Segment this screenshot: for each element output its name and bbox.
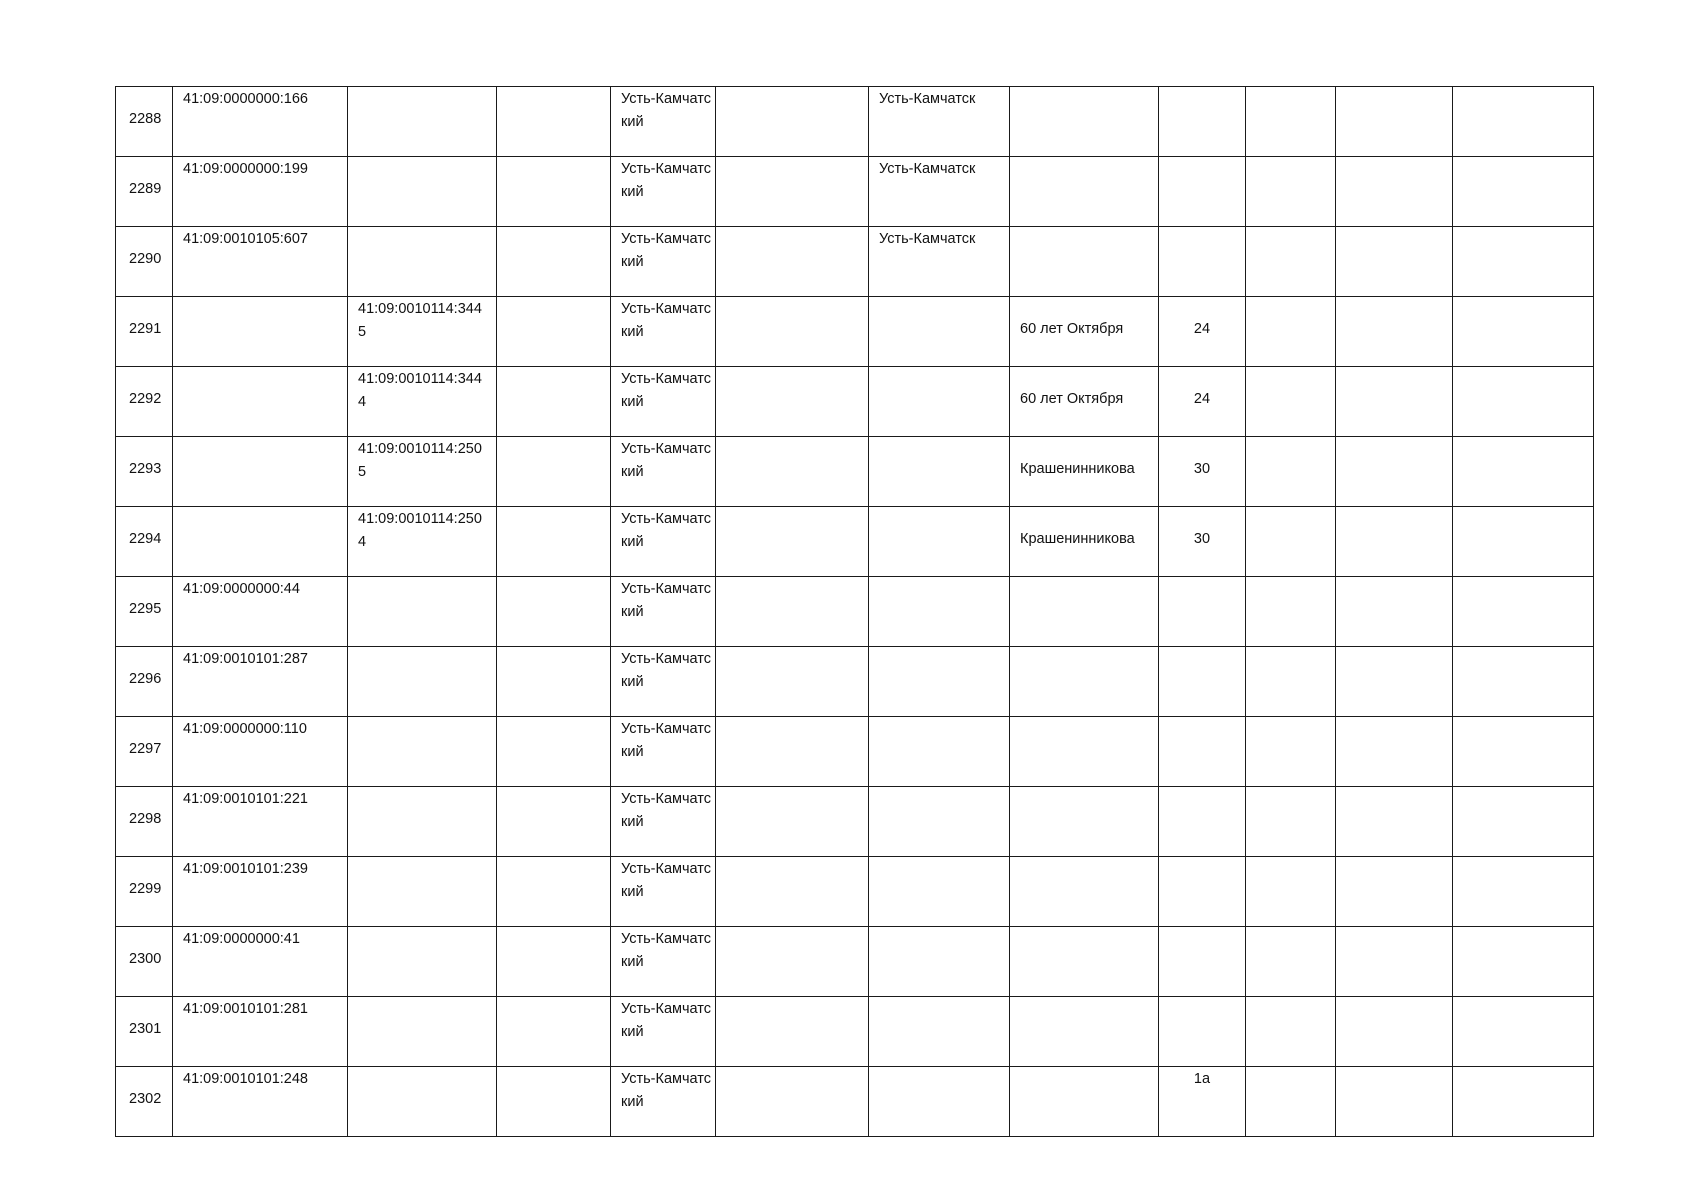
table-row bbox=[116, 227, 1594, 297]
object-cadastral-number-cell bbox=[348, 157, 497, 227]
empty-cell bbox=[1246, 647, 1336, 717]
empty-cell bbox=[716, 507, 869, 577]
row-number-cell: 2295 bbox=[116, 577, 173, 647]
row-number-cell: 2288 bbox=[116, 87, 173, 157]
empty-cell bbox=[716, 857, 869, 927]
empty-cell bbox=[497, 787, 611, 857]
table-body bbox=[116, 87, 1594, 1137]
empty-cell bbox=[497, 367, 611, 437]
object-cadastral-number-cell: 41:09:0010114:2504 bbox=[348, 507, 497, 577]
empty-cell bbox=[1246, 577, 1336, 647]
street-cell bbox=[1010, 927, 1159, 997]
empty-cell bbox=[497, 577, 611, 647]
cadastral-number-cell bbox=[173, 437, 348, 507]
empty-cell bbox=[716, 87, 869, 157]
empty-cell bbox=[1453, 857, 1594, 927]
settlement-cell: Усть-Камчатск bbox=[869, 227, 1010, 297]
object-cadastral-number-cell bbox=[348, 227, 497, 297]
empty-cell bbox=[1453, 297, 1594, 367]
empty-cell bbox=[497, 857, 611, 927]
table-row bbox=[116, 157, 1594, 227]
house-number-cell bbox=[1159, 157, 1246, 227]
empty-cell bbox=[1336, 997, 1453, 1067]
house-number-cell bbox=[1159, 717, 1246, 787]
empty-cell bbox=[497, 157, 611, 227]
empty-cell bbox=[1246, 997, 1336, 1067]
object-cadastral-number-cell bbox=[348, 787, 497, 857]
object-cadastral-number-cell: 41:09:0010114:2505 bbox=[348, 437, 497, 507]
street-cell bbox=[1010, 157, 1159, 227]
empty-cell bbox=[497, 437, 611, 507]
district-cell: Усть-Камчатский bbox=[611, 87, 716, 157]
cadastral-number-cell: 41:09:0000000:44 bbox=[173, 577, 348, 647]
table-row bbox=[116, 367, 1594, 437]
object-cadastral-number-cell bbox=[348, 997, 497, 1067]
empty-cell bbox=[1453, 87, 1594, 157]
empty-cell bbox=[1453, 437, 1594, 507]
street-cell: 60 лет Октября bbox=[1010, 367, 1159, 437]
cadastral-number-cell bbox=[173, 367, 348, 437]
empty-cell bbox=[716, 227, 869, 297]
district-cell: Усть-Камчатский bbox=[611, 857, 716, 927]
house-number-cell bbox=[1159, 647, 1246, 717]
empty-cell bbox=[1336, 227, 1453, 297]
object-cadastral-number-cell bbox=[348, 87, 497, 157]
empty-cell bbox=[497, 297, 611, 367]
empty-cell bbox=[1453, 647, 1594, 717]
empty-cell bbox=[497, 647, 611, 717]
object-cadastral-number-cell: 41:09:0010114:3445 bbox=[348, 297, 497, 367]
cadastral-number-cell bbox=[173, 297, 348, 367]
street-cell bbox=[1010, 997, 1159, 1067]
empty-cell bbox=[1336, 1067, 1453, 1137]
settlement-cell bbox=[869, 437, 1010, 507]
row-number-cell: 2292 bbox=[116, 367, 173, 437]
district-cell: Усть-Камчатский bbox=[611, 1067, 716, 1137]
settlement-cell bbox=[869, 857, 1010, 927]
house-number-cell: 24 bbox=[1159, 297, 1246, 367]
empty-cell bbox=[1453, 717, 1594, 787]
empty-cell bbox=[1336, 927, 1453, 997]
table-row bbox=[116, 997, 1594, 1067]
empty-cell bbox=[1246, 297, 1336, 367]
empty-cell bbox=[1453, 1067, 1594, 1137]
cadastral-number-cell: 41:09:0000000:110 bbox=[173, 717, 348, 787]
table-row bbox=[116, 297, 1594, 367]
empty-cell bbox=[1336, 367, 1453, 437]
empty-cell bbox=[497, 717, 611, 787]
empty-cell bbox=[1246, 437, 1336, 507]
empty-cell bbox=[716, 1067, 869, 1137]
row-number-cell: 2294 bbox=[116, 507, 173, 577]
empty-cell bbox=[1336, 717, 1453, 787]
street-cell bbox=[1010, 87, 1159, 157]
house-number-cell bbox=[1159, 787, 1246, 857]
empty-cell bbox=[1336, 87, 1453, 157]
empty-cell bbox=[1336, 577, 1453, 647]
district-cell: Усть-Камчатский bbox=[611, 297, 716, 367]
row-number-cell: 2297 bbox=[116, 717, 173, 787]
empty-cell bbox=[497, 507, 611, 577]
settlement-cell bbox=[869, 787, 1010, 857]
table-row bbox=[116, 507, 1594, 577]
empty-cell bbox=[1336, 507, 1453, 577]
empty-cell bbox=[1453, 227, 1594, 297]
row-number-cell: 2299 bbox=[116, 857, 173, 927]
table-row bbox=[116, 857, 1594, 927]
street-cell: Крашенинникова bbox=[1010, 507, 1159, 577]
house-number-cell bbox=[1159, 927, 1246, 997]
empty-cell bbox=[716, 437, 869, 507]
street-cell: 60 лет Октября bbox=[1010, 297, 1159, 367]
empty-cell bbox=[1336, 437, 1453, 507]
district-cell: Усть-Камчатский bbox=[611, 997, 716, 1067]
empty-cell bbox=[1246, 857, 1336, 927]
district-cell: Усть-Камчатский bbox=[611, 577, 716, 647]
street-cell: Крашенинникова bbox=[1010, 437, 1159, 507]
settlement-cell bbox=[869, 297, 1010, 367]
district-cell: Усть-Камчатский bbox=[611, 787, 716, 857]
empty-cell bbox=[1453, 157, 1594, 227]
empty-cell bbox=[1336, 297, 1453, 367]
cadastral-number-cell: 41:09:0000000:199 bbox=[173, 157, 348, 227]
empty-cell bbox=[716, 647, 869, 717]
settlement-cell bbox=[869, 647, 1010, 717]
object-cadastral-number-cell bbox=[348, 577, 497, 647]
district-cell: Усть-Камчатский bbox=[611, 717, 716, 787]
empty-cell bbox=[1453, 787, 1594, 857]
registry-table bbox=[115, 86, 1594, 1137]
settlement-cell: Усть-Камчатск bbox=[869, 157, 1010, 227]
table-row bbox=[116, 647, 1594, 717]
district-cell: Усть-Камчатский bbox=[611, 227, 716, 297]
row-number-cell: 2289 bbox=[116, 157, 173, 227]
empty-cell bbox=[497, 1067, 611, 1137]
empty-cell bbox=[716, 787, 869, 857]
empty-cell bbox=[716, 367, 869, 437]
house-number-cell: 1а bbox=[1159, 1067, 1246, 1137]
object-cadastral-number-cell: 41:09:0010114:3444 bbox=[348, 367, 497, 437]
street-cell bbox=[1010, 1067, 1159, 1137]
row-number-cell: 2302 bbox=[116, 1067, 173, 1137]
empty-cell bbox=[716, 997, 869, 1067]
empty-cell bbox=[497, 927, 611, 997]
cadastral-number-cell bbox=[173, 507, 348, 577]
table-row bbox=[116, 87, 1594, 157]
empty-cell bbox=[1336, 857, 1453, 927]
table-row bbox=[116, 787, 1594, 857]
street-cell bbox=[1010, 647, 1159, 717]
cadastral-number-cell: 41:09:0010101:239 bbox=[173, 857, 348, 927]
settlement-cell bbox=[869, 1067, 1010, 1137]
empty-cell bbox=[1246, 157, 1336, 227]
settlement-cell bbox=[869, 997, 1010, 1067]
table-row bbox=[116, 577, 1594, 647]
house-number-cell: 24 bbox=[1159, 367, 1246, 437]
table-row bbox=[116, 437, 1594, 507]
cadastral-number-cell: 41:09:0000000:41 bbox=[173, 927, 348, 997]
settlement-cell bbox=[869, 717, 1010, 787]
empty-cell bbox=[1453, 577, 1594, 647]
house-number-cell bbox=[1159, 857, 1246, 927]
row-number-cell: 2298 bbox=[116, 787, 173, 857]
empty-cell bbox=[1336, 787, 1453, 857]
house-number-cell: 30 bbox=[1159, 507, 1246, 577]
empty-cell bbox=[1246, 367, 1336, 437]
row-number-cell: 2291 bbox=[116, 297, 173, 367]
street-cell bbox=[1010, 787, 1159, 857]
cadastral-number-cell: 41:09:0010101:281 bbox=[173, 997, 348, 1067]
cadastral-number-cell: 41:09:0010101:248 bbox=[173, 1067, 348, 1137]
district-cell: Усть-Камчатский bbox=[611, 927, 716, 997]
object-cadastral-number-cell bbox=[348, 717, 497, 787]
house-number-cell bbox=[1159, 997, 1246, 1067]
district-cell: Усть-Камчатский bbox=[611, 507, 716, 577]
street-cell bbox=[1010, 717, 1159, 787]
district-cell: Усть-Камчатский bbox=[611, 157, 716, 227]
district-cell: Усть-Камчатский bbox=[611, 437, 716, 507]
empty-cell bbox=[1453, 997, 1594, 1067]
row-number-cell: 2290 bbox=[116, 227, 173, 297]
cadastral-number-cell: 41:09:0010101:221 bbox=[173, 787, 348, 857]
empty-cell bbox=[1246, 1067, 1336, 1137]
district-cell: Усть-Камчатский bbox=[611, 647, 716, 717]
cadastral-number-cell: 41:09:0010105:607 bbox=[173, 227, 348, 297]
settlement-cell bbox=[869, 927, 1010, 997]
empty-cell bbox=[1246, 717, 1336, 787]
cadastral-number-cell: 41:09:0010101:287 bbox=[173, 647, 348, 717]
settlement-cell bbox=[869, 577, 1010, 647]
empty-cell bbox=[1336, 647, 1453, 717]
house-number-cell bbox=[1159, 227, 1246, 297]
object-cadastral-number-cell bbox=[348, 647, 497, 717]
empty-cell bbox=[716, 157, 869, 227]
empty-cell bbox=[716, 577, 869, 647]
empty-cell bbox=[716, 927, 869, 997]
row-number-cell: 2301 bbox=[116, 997, 173, 1067]
house-number-cell: 30 bbox=[1159, 437, 1246, 507]
empty-cell bbox=[1453, 507, 1594, 577]
empty-cell bbox=[1453, 927, 1594, 997]
house-number-cell bbox=[1159, 577, 1246, 647]
street-cell bbox=[1010, 577, 1159, 647]
settlement-cell bbox=[869, 507, 1010, 577]
object-cadastral-number-cell bbox=[348, 857, 497, 927]
row-number-cell: 2296 bbox=[116, 647, 173, 717]
empty-cell bbox=[1246, 927, 1336, 997]
settlement-cell bbox=[869, 367, 1010, 437]
table-row bbox=[116, 717, 1594, 787]
empty-cell bbox=[1246, 787, 1336, 857]
district-cell: Усть-Камчатский bbox=[611, 367, 716, 437]
empty-cell bbox=[497, 87, 611, 157]
cadastral-number-cell: 41:09:0000000:166 bbox=[173, 87, 348, 157]
empty-cell bbox=[1246, 227, 1336, 297]
object-cadastral-number-cell bbox=[348, 927, 497, 997]
empty-cell bbox=[1246, 507, 1336, 577]
row-number-cell: 2300 bbox=[116, 927, 173, 997]
empty-cell bbox=[1453, 367, 1594, 437]
house-number-cell bbox=[1159, 87, 1246, 157]
table-row bbox=[116, 1067, 1594, 1137]
settlement-cell: Усть-Камчатск bbox=[869, 87, 1010, 157]
empty-cell bbox=[1246, 87, 1336, 157]
empty-cell bbox=[716, 717, 869, 787]
street-cell bbox=[1010, 857, 1159, 927]
empty-cell bbox=[497, 227, 611, 297]
row-number-cell: 2293 bbox=[116, 437, 173, 507]
street-cell bbox=[1010, 227, 1159, 297]
table-row bbox=[116, 927, 1594, 997]
empty-cell bbox=[1336, 157, 1453, 227]
object-cadastral-number-cell bbox=[348, 1067, 497, 1137]
empty-cell bbox=[497, 997, 611, 1067]
empty-cell bbox=[716, 297, 869, 367]
